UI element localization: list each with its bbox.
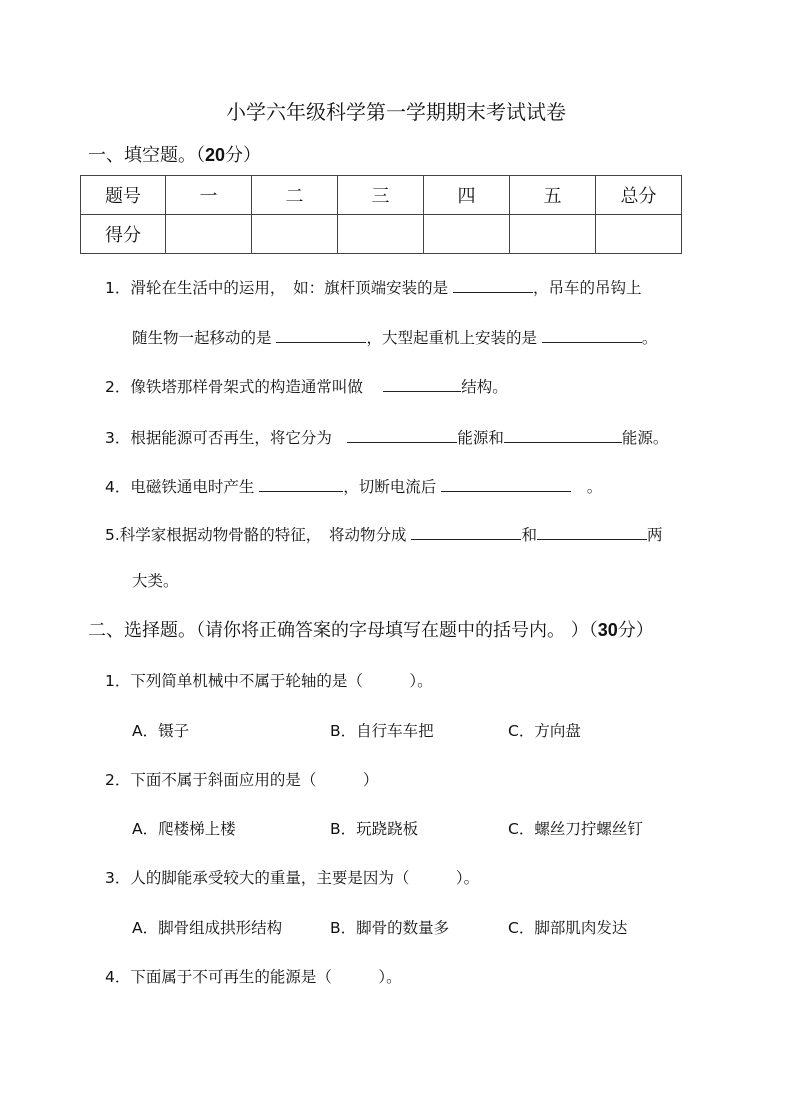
- page-title: 小学六年级科学第一学期期末考试试卷: [226, 100, 566, 124]
- answer-blank[interactable]: [453, 277, 533, 293]
- option-a[interactable]: A．爬楼梯上楼: [132, 820, 236, 838]
- answer-blank[interactable]: [383, 376, 461, 392]
- choice-question-2: 2．下面不属于斜面应用的是（ ）: [105, 771, 379, 789]
- table-cell: 三: [338, 176, 424, 215]
- section-2-heading: 二、选择题。（请你将正确答案的字母填写在题中的括号内。 ）（30分）: [88, 620, 654, 641]
- fill-question-2: 2．像铁塔那样骨架式的构造通常叫做 结构。: [105, 378, 508, 396]
- score-cell[interactable]: [166, 215, 252, 254]
- score-cell[interactable]: [338, 215, 424, 254]
- answer-blank[interactable]: [537, 524, 647, 540]
- table-cell: 得分: [81, 215, 166, 254]
- option-b[interactable]: B．自行车车把: [330, 722, 434, 740]
- option-c[interactable]: C．螺丝刀拧螺丝钉: [508, 820, 643, 838]
- table-cell: 一: [166, 176, 252, 215]
- score-cell[interactable]: [510, 215, 596, 254]
- choice-question-4: 4．下面属于不可再生的能源是（ ）。: [105, 968, 402, 986]
- option-c[interactable]: C．方向盘: [508, 722, 581, 740]
- score-cell[interactable]: [252, 215, 338, 254]
- fill-question-5-cont: 大类。: [132, 572, 179, 590]
- table-cell: 题号: [81, 176, 166, 215]
- option-c[interactable]: C．脚部肌肉发达: [508, 919, 628, 937]
- score-cell[interactable]: [596, 215, 682, 254]
- score-cell[interactable]: [424, 215, 510, 254]
- table-cell: 四: [424, 176, 510, 215]
- option-a[interactable]: A．镊子: [132, 722, 190, 740]
- choice-question-3: 3．人的脚能承受较大的重量，主要是因为（ ）。: [105, 869, 480, 887]
- option-b[interactable]: B．脚骨的数量多: [330, 919, 450, 937]
- section-1-heading: 一、填空题。（20分）: [88, 145, 262, 166]
- answer-blank[interactable]: [441, 476, 571, 492]
- option-b[interactable]: B．玩跷跷板: [330, 820, 419, 838]
- fill-question-3: 3．根据能源可否再生，将它分为 能源和 能源。: [105, 429, 669, 447]
- answer-blank[interactable]: [259, 476, 343, 492]
- table-cell: 总分: [596, 176, 682, 215]
- table-row: [81, 215, 682, 254]
- fill-question-1: 1．滑轮在生活中的运用， 如：旗杆顶端安装的是 ，吊车的吊钩上: [105, 279, 642, 297]
- fill-question-4: 4．电磁铁通电时产生 ，切断电流后 。: [105, 478, 603, 496]
- fill-question-1-cont: 随生物一起移动的是 ，大型起重机上安装的是 。: [132, 329, 658, 347]
- answer-blank[interactable]: [347, 427, 457, 443]
- answer-blank[interactable]: [411, 524, 521, 540]
- fill-question-5: 5.科学家根据动物骨骼的特征， 将动物分成 和 两: [105, 526, 663, 544]
- answer-blank[interactable]: [542, 327, 642, 343]
- table-cell: 二: [252, 176, 338, 215]
- table-cell: 五: [510, 176, 596, 215]
- option-a[interactable]: A．脚骨组成拱形结构: [132, 919, 283, 937]
- choice-question-1: 1．下列简单机械中不属于轮轴的是（ ）。: [105, 672, 433, 690]
- answer-blank[interactable]: [276, 327, 366, 343]
- table-row: [81, 176, 682, 215]
- answer-blank[interactable]: [504, 427, 622, 443]
- score-table: [80, 175, 682, 254]
